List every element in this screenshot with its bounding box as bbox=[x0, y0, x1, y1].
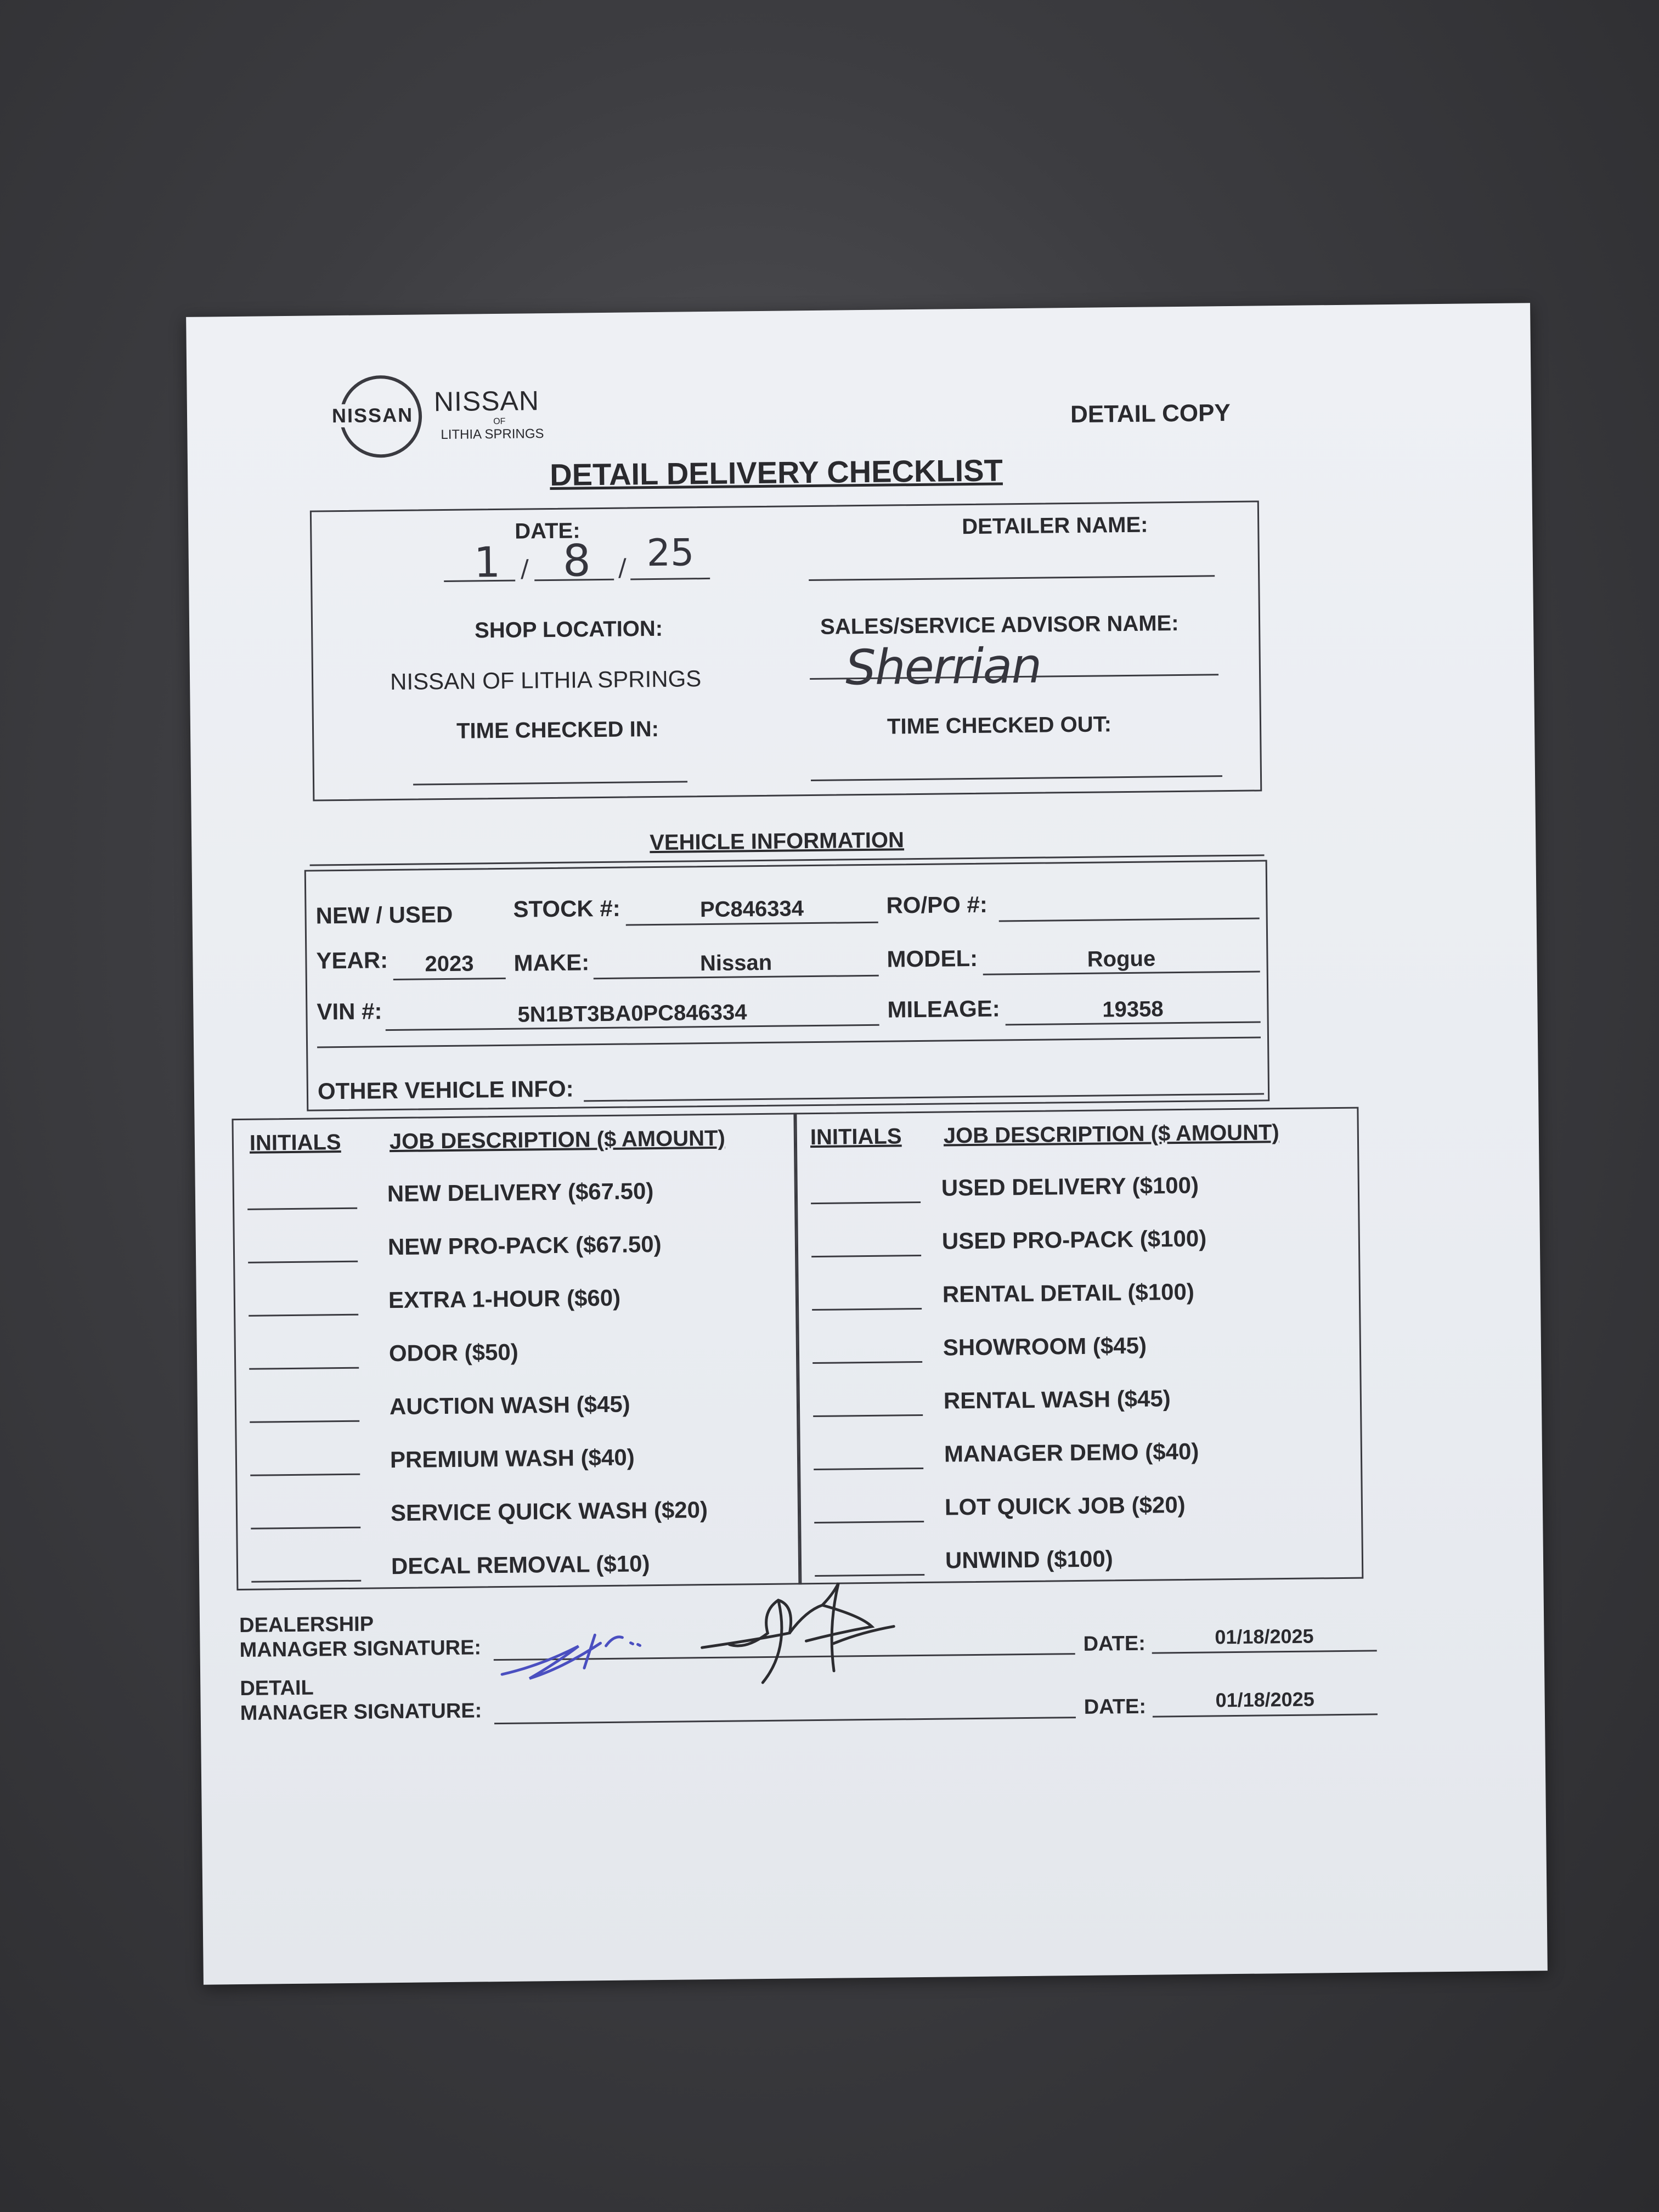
dealer-name: NISSAN bbox=[433, 385, 540, 417]
advisor-label: SALES/SERVICE ADVISOR NAME: bbox=[820, 611, 1179, 639]
job-description-left-2: EXTRA 1-HOUR ($60) bbox=[388, 1284, 621, 1313]
stock-value: PC846334 bbox=[699, 896, 804, 922]
blue-signature-icon bbox=[496, 1612, 661, 1691]
detail-copy-label: DETAIL COPY bbox=[1070, 399, 1231, 428]
detail-signature-field[interactable] bbox=[494, 1717, 1076, 1724]
advisor-signature: Sherrian bbox=[845, 637, 1041, 696]
other-info-label: OTHER VEHICLE INFO: bbox=[317, 1075, 574, 1104]
job-description-right-4: RENTAL WASH ($45) bbox=[943, 1385, 1171, 1414]
job-description-left-1: NEW PRO-PACK ($67.50) bbox=[387, 1231, 662, 1260]
job-description-right-3: SHOWROOM ($45) bbox=[943, 1332, 1147, 1361]
new-used-label: NEW / USED bbox=[315, 901, 453, 929]
top-info-box bbox=[310, 500, 1262, 801]
right-initials-header: INITIALS bbox=[810, 1124, 902, 1150]
dealership-label-1: DEALERSHIP bbox=[239, 1612, 374, 1638]
black-signature-icon bbox=[696, 1571, 906, 1716]
time-in-label: TIME CHECKED IN: bbox=[456, 716, 659, 743]
stock-label: STOCK #: bbox=[513, 895, 620, 922]
mileage-value: 19358 bbox=[1102, 997, 1164, 1022]
year-label: YEAR: bbox=[316, 947, 388, 974]
date-year-value: 25 bbox=[646, 531, 695, 575]
job-description-right-6: LOT QUICK JOB ($20) bbox=[944, 1491, 1186, 1520]
shop-location-label: SHOP LOCATION: bbox=[474, 616, 663, 643]
left-initials-header: INITIALS bbox=[249, 1130, 341, 1155]
job-description-left-3: ODOR ($50) bbox=[388, 1339, 518, 1367]
job-description-left-7: DECAL REMOVAL ($10) bbox=[391, 1550, 650, 1579]
checklist-paper bbox=[186, 303, 1548, 1984]
mileage-label: MILEAGE: bbox=[887, 995, 1001, 1023]
job-description-left-6: SERVICE QUICK WASH ($20) bbox=[390, 1497, 708, 1526]
model-value: Rogue bbox=[1087, 946, 1156, 972]
job-description-left-0: NEW DELIVERY ($67.50) bbox=[387, 1178, 654, 1207]
page-title: DETAIL DELIVERY CHECKLIST bbox=[549, 453, 1003, 492]
job-description-right-2: RENTAL DETAIL ($100) bbox=[942, 1278, 1195, 1307]
dealer-of: OF bbox=[493, 416, 506, 427]
dealership-date-field[interactable] bbox=[1152, 1650, 1377, 1654]
vehicle-section-title: VEHICLE INFORMATION bbox=[650, 828, 905, 855]
job-description-right-0: USED DELIVERY ($100) bbox=[941, 1172, 1199, 1201]
job-description-left-5: PREMIUM WASH ($40) bbox=[390, 1444, 635, 1473]
logo-word: NISSAN bbox=[330, 404, 415, 428]
date-sep-1: / bbox=[520, 555, 529, 583]
dealer-location: LITHIA SPRINGS bbox=[441, 426, 544, 443]
year-value: 2023 bbox=[425, 951, 474, 977]
vin-label: VIN #: bbox=[317, 998, 382, 1025]
detail-label-2: MANAGER SIGNATURE: bbox=[240, 1699, 482, 1725]
detail-date-field[interactable] bbox=[1153, 1713, 1378, 1717]
job-description-right-5: MANAGER DEMO ($40) bbox=[944, 1438, 1199, 1467]
make-value: Nissan bbox=[699, 950, 772, 976]
dealership-label-2: MANAGER SIGNATURE: bbox=[239, 1636, 482, 1662]
nissan-logo bbox=[331, 373, 577, 464]
ro-po-label: RO/PO #: bbox=[886, 891, 988, 918]
left-desc-header: JOB DESCRIPTION ($ AMOUNT) bbox=[389, 1126, 725, 1154]
shop-location-value: NISSAN OF LITHIA SPRINGS bbox=[390, 665, 702, 695]
job-description-right-1: USED PRO-PACK ($100) bbox=[941, 1225, 1207, 1254]
dealership-date-value: 01/18/2025 bbox=[1215, 1624, 1314, 1649]
date-day-value: 8 bbox=[562, 535, 591, 586]
make-label: MAKE: bbox=[514, 949, 590, 976]
vin-value: 5N1BT3BA0PC846334 bbox=[517, 1000, 747, 1027]
time-out-label: TIME CHECKED OUT: bbox=[887, 712, 1112, 739]
detail-date-value: 01/18/2025 bbox=[1215, 1688, 1314, 1712]
job-description-right-7: UNWIND ($100) bbox=[945, 1545, 1113, 1573]
date-label: DATE: bbox=[515, 518, 580, 544]
dealership-date-label: DATE: bbox=[1083, 1632, 1146, 1656]
detailer-name-label: DETAILER NAME: bbox=[961, 512, 1148, 539]
model-label: MODEL: bbox=[887, 945, 978, 972]
date-month-value: 1 bbox=[473, 537, 501, 587]
detail-date-label: DATE: bbox=[1084, 1695, 1147, 1719]
job-description-left-4: AUCTION WASH ($45) bbox=[389, 1391, 630, 1420]
date-sep-2: / bbox=[618, 554, 627, 582]
detail-label-1: DETAIL bbox=[240, 1676, 314, 1701]
right-desc-header: JOB DESCRIPTION ($ AMOUNT) bbox=[943, 1120, 1279, 1148]
